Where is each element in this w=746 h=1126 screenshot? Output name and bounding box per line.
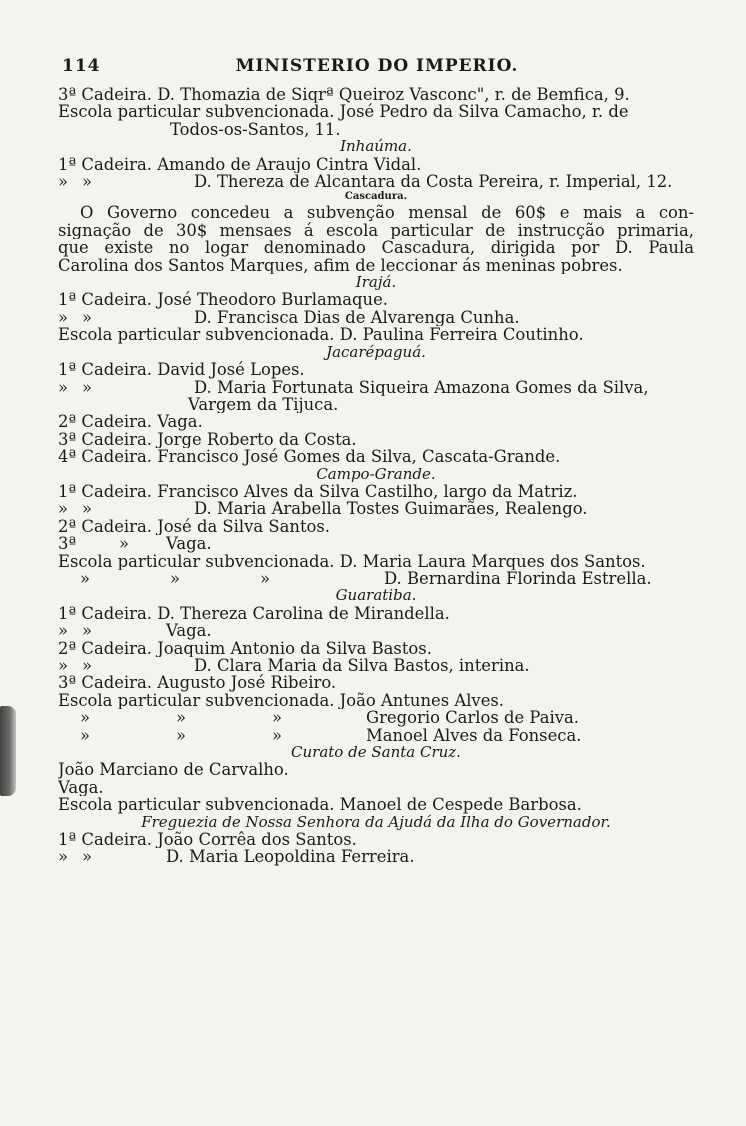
ditto-mark: » <box>80 569 91 588</box>
page-number: 114 <box>62 56 101 76</box>
entry-line <box>58 727 694 744</box>
entry-line: 4ª Cadeira. Francisco José Gomes da Silva, Cascata-Grande. <box>58 448 561 466</box>
ditto-mark: » <box>58 657 69 675</box>
entry-line <box>58 657 694 674</box>
entry-line <box>58 848 694 865</box>
entry-line: 3ª Cadeira. Augusto José Ribeiro. <box>58 674 337 692</box>
entry-text: Gregorio Carlos de Paiva. <box>366 709 579 727</box>
entry-text: Manoel Alves da Fonseca. <box>366 726 582 745</box>
section-heading: Cascadura. <box>344 191 408 203</box>
ditto-mark: » <box>58 378 69 396</box>
entry-line <box>58 535 694 552</box>
ditto-mark: » <box>272 726 283 745</box>
entry-line: 2ª Cadeira. Joaquim Antonio da Silva Bastos. <box>58 639 432 657</box>
paragraph-line: que existe no logar denominado Cascadura, dirigida por D. Paula <box>58 239 694 257</box>
ditto-mark: » <box>80 709 91 727</box>
entry-line: Escola particular subvencionada. José Pedro da Silva Camacho, r. de <box>58 103 629 121</box>
entry-text: D. Thereza de Alcantara da Costa Pereira, r. Imperial, 12. <box>194 173 673 191</box>
section-heading: Irajá. <box>355 274 397 292</box>
ditto-mark: » <box>82 173 93 191</box>
entry-line: 3ª Cadeira. D. Thomazia de Siqrª Queiroz Vasconc", r. de Bemfica, 9. <box>58 86 630 104</box>
entry-line: 1ª Cadeira. Amando de Araujo Cintra Vidal. <box>58 155 422 174</box>
ditto-mark: » <box>82 622 93 640</box>
paragraph-line: signação de 30$ mensaes á escola particular de instrucção primaria, <box>58 221 694 240</box>
entry-text: Vaga. <box>166 535 212 553</box>
ditto-mark: » <box>82 848 93 866</box>
section-heading: Freguezia de Nossa Senhora da Ajudá da Ilha do Governador. <box>141 813 611 831</box>
ditto-mark: » <box>82 657 93 675</box>
entry-line <box>58 309 694 326</box>
ditto-mark: » <box>118 535 130 553</box>
entry-line: Vargem da Tijuca. <box>188 395 339 414</box>
section-heading: Curato de Santa Cruz. <box>291 744 461 762</box>
entry-line: 1ª Cadeira. D. Thereza Carolina de Mirandella. <box>58 604 450 623</box>
entry-text: D. Clara Maria da Silva Bastos, interina. <box>194 657 530 675</box>
entry-line: Vaga. <box>58 778 104 797</box>
ditto-mark: » <box>176 709 187 727</box>
ditto-mark: » <box>82 308 93 327</box>
entry-line <box>58 570 694 587</box>
section-heading: Guaratiba. <box>335 587 417 605</box>
entry-line: 1ª Cadeira. Francisco Alves da Silva Castilho, largo da Matriz. <box>58 482 578 501</box>
entry-line: 1ª Cadeira. João Corrêa dos Santos. <box>58 831 357 849</box>
entry-text: D. Francisca Dias de Alvarenga Cunha. <box>194 308 520 327</box>
entry-text: D. Maria Leopoldina Ferreira. <box>166 848 415 866</box>
entry-line <box>58 622 694 639</box>
entry-text: D. Maria Fortunata Siqueira Amazona Gomes da Silva, <box>194 378 649 396</box>
ditto-mark: » <box>176 726 187 745</box>
ditto-mark: » <box>58 848 69 866</box>
entry-text: D. Maria Arabella Tostes Guimarães, Realengo. <box>194 500 588 518</box>
entry-text: Vaga. <box>166 622 212 640</box>
ditto-mark: » <box>260 569 271 588</box>
section-heading: Inhaúma. <box>340 138 412 156</box>
document-body <box>58 86 694 866</box>
ditto-mark: » <box>58 622 69 640</box>
entry-line: João Marciano de Carvalho. <box>58 761 289 779</box>
page-header <box>62 56 692 82</box>
entry-line: 3ª Cadeira. Jorge Roberto da Costa. <box>58 430 357 449</box>
entry-line: Todos-os-Santos, 11. <box>170 120 341 139</box>
entry-line <box>58 379 694 396</box>
entry-line <box>58 173 694 190</box>
ditto-mark: » <box>58 500 69 518</box>
paragraph-line: Carolina dos Santos Marques, afim de leccionar ás meninas pobres. <box>58 256 623 275</box>
entry-text: D. Bernardina Florinda Estrella. <box>384 569 652 588</box>
ditto-mark: » <box>272 709 283 727</box>
section-heading: Jacarépaguá. <box>326 343 426 361</box>
page-title: MINISTERIO DO IMPERIO. <box>235 56 519 76</box>
ordinal: 3ª <box>58 535 77 553</box>
entry-line: Escola particular subvencionada. Manoel de Cespede Barbosa. <box>58 796 582 814</box>
entry-line: 1ª Cadeira. José Theodoro Burlamaque. <box>58 291 389 309</box>
entry-line: 1ª Cadeira. David José Lopes. <box>58 361 305 379</box>
binding-mark <box>0 706 16 796</box>
ditto-mark: » <box>170 569 181 588</box>
entry-line <box>58 500 694 517</box>
entry-line: Escola particular subvencionada. D. Maria Laura Marques dos Santos. <box>58 552 646 570</box>
entry-line: 2ª Cadeira. Vaga. <box>58 413 203 431</box>
ditto-mark: » <box>58 173 69 191</box>
entry-line: 2ª Cadeira. José da Silva Santos. <box>58 517 331 536</box>
entry-line <box>58 709 694 726</box>
entry-line: Escola particular subvencionada. D. Paulina Ferreira Coutinho. <box>58 326 584 344</box>
ditto-mark: » <box>82 378 93 396</box>
section-heading: Campo-Grande. <box>316 465 436 483</box>
ditto-mark: » <box>82 500 93 518</box>
entry-line: Escola particular subvencionada. João Antunes Alves. <box>58 691 505 710</box>
paragraph-line: O Governo concedeu a subvenção mensal de 60$ e mais a con- <box>80 204 694 222</box>
ditto-mark: » <box>80 726 91 745</box>
ditto-mark: » <box>58 308 69 327</box>
